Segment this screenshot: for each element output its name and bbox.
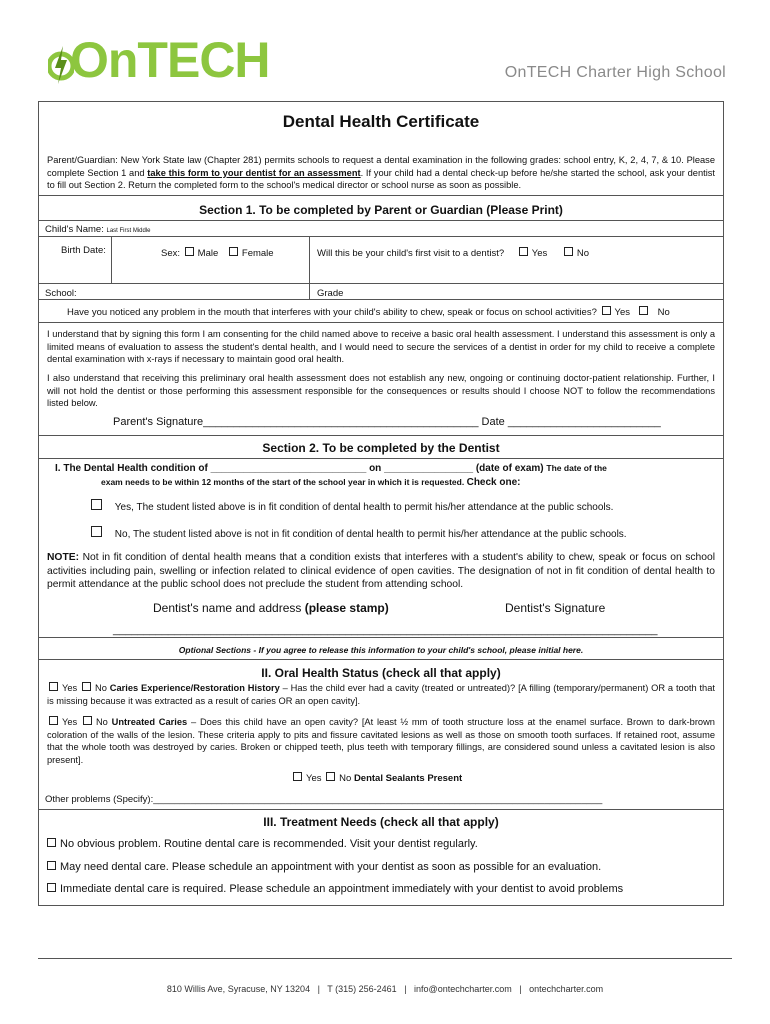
caries-yes-label: Yes <box>62 683 78 693</box>
caries-yes-checkbox[interactable] <box>49 682 58 691</box>
first-visit-yes-checkbox[interactable] <box>519 247 528 256</box>
intro-emphasis: take this form to your dentist for an assessment <box>147 167 361 178</box>
footer-email-link[interactable]: info@ontechcharter.com <box>414 984 512 994</box>
section2-heading: Section 2. To be completed by the Dentist <box>262 441 500 455</box>
consent-paragraph-2: I also understand that receiving this preliminary oral health assessment does not establish any new, ongoing or continuing doctor-patient relationship. Further, I will not hold the dentist or those performing this assessment responsible for the consequences or results should I choose NOT to follow the recommendations listed below. <box>47 373 715 409</box>
fit-no-checkbox[interactable] <box>91 526 102 537</box>
untreated-title: Untreated Caries <box>111 717 188 727</box>
footer-divider <box>38 958 732 959</box>
footer <box>0 984 770 994</box>
fit-no-option <box>89 529 627 540</box>
date-note-line <box>101 477 521 488</box>
dentist-name-text: Dentist's name and address <box>153 601 302 615</box>
caries-title: Caries Experience/Restoration History <box>109 683 280 693</box>
note-label: NOTE: <box>47 552 80 563</box>
problem-no-label: No <box>657 307 670 318</box>
female-label: Female <box>241 248 274 259</box>
treatment-2-checkbox[interactable] <box>47 861 56 870</box>
form-title: Dental Health Certificate <box>282 112 480 131</box>
check-one-label: Check one: <box>466 477 521 488</box>
treatment-heading: III. Treatment Needs (check all that apply) <box>263 815 499 829</box>
dental-form <box>38 101 724 906</box>
childs-name-hint: Last First Middle <box>106 228 151 234</box>
caries-experience-item <box>47 682 715 707</box>
childs-name-label: Child's Name: <box>45 224 104 235</box>
school-name: OnTECH Charter High School <box>504 64 726 81</box>
untreated-caries-item <box>47 716 715 766</box>
date-note-2: exam needs to be within 12 months of the start of the school year in which it is requested. <box>101 477 465 487</box>
sealants-title: Dental Sealants Present <box>353 773 463 784</box>
sex-field <box>161 248 274 259</box>
untreated-no-checkbox[interactable] <box>83 716 92 725</box>
untreated-yes-label: Yes <box>62 717 78 727</box>
problem-yes-checkbox[interactable] <box>602 306 611 315</box>
treatment-option-1 <box>45 838 478 850</box>
first-visit-field <box>317 248 589 259</box>
dentist-name-label <box>153 601 389 615</box>
childs-name-field[interactable] <box>45 224 151 235</box>
optional-note: Optional Sections - If you agree to release this information to your child's school, please initial here. <box>178 645 584 655</box>
sealants-yes-checkbox[interactable] <box>293 772 302 781</box>
treatment-1-label: No obvious problem. Routine dental care is recommended. Visit your dentist regularly. <box>60 838 478 850</box>
male-label: Male <box>197 248 219 259</box>
condition-label: I. The Dental Health condition of <box>55 463 208 474</box>
intro-text-2: . If your child had a dental check-up before he/she started the school, ask your dentist to fill out Section 2. Return the completed form to the school's medical director or school nurse as soon as possible. <box>47 167 715 191</box>
sealants-no-label: No <box>339 773 352 784</box>
sealants-item <box>291 773 462 784</box>
untreated-text: – Does this child have an open cavity? [At least ½ mm of tooth structure loss at the enamel surface. Brown to dark-brown coloration of the walls of the lesion. These criteria apply to pits and fissure cavitated lesions as well as those on smooth tooth surfaces. If retained root, assume that the whole tooth was destroyed by caries. Broken or chipped teeth, plus teeth with temporary fillings, are considered sound unless a cavitated lesion is also present]. <box>47 717 715 765</box>
date-note-1: The date of the <box>546 463 607 473</box>
please-stamp-label: (please stamp) <box>304 601 389 615</box>
footer-sep-2: | <box>404 984 407 994</box>
other-problems-field[interactable]: Other problems (Specify):_____________________________________________________________________________________ <box>45 794 603 805</box>
problem-question <box>67 307 670 318</box>
dentist-signature-label: Dentist's Signature <box>505 601 606 615</box>
sealants-yes-label: Yes <box>306 773 322 784</box>
footer-address: 810 Willis Ave, Syracuse, NY 13204 <box>166 984 311 994</box>
section1-heading: Section 1. To be completed by Parent or Guardian (Please Print) <box>199 203 563 217</box>
birth-date-label: Birth Date: <box>61 245 106 256</box>
footer-website-link[interactable]: ontechcharter.com <box>529 984 604 994</box>
footer-sep-1: | <box>317 984 320 994</box>
intro-text-1: Parent/Guardian: New York State law (Chapter 281) permits schools to request a dental examination in the following grades: school entry, K, 2, 4, 7, & 10. Please complete Section 1 and <box>47 155 715 178</box>
intro-paragraph <box>47 154 715 192</box>
treatment-option-2 <box>45 861 601 873</box>
dental-condition-line[interactable]: I. The Dental Health condition of ____________________________ on ________________ (date of exam) The date of the <box>55 463 607 474</box>
fit-yes-option <box>89 502 613 513</box>
sealants-no-checkbox[interactable] <box>326 772 335 781</box>
footer-phone: T (315) 256-2461 <box>327 984 397 994</box>
caries-no-checkbox[interactable] <box>82 682 91 691</box>
untreated-yes-checkbox[interactable] <box>49 716 58 725</box>
parent-signature-label: Parent's Signature <box>113 416 204 428</box>
oral-health-heading: II. Oral Health Status (check all that apply) <box>261 666 501 680</box>
untreated-no-label: No <box>95 717 108 727</box>
consent-paragraph-1: I understand that by signing this form I am consenting for the child named above to receive a basic oral health assessment. I understand this assessment is only a limited means of evaluation to assess the student's dental health, and I would need to secure the services of a dentist in order for my child to receive a complete dental examination with x-rays if necessary to maintain good oral health. <box>47 329 715 365</box>
caries-no-label: No <box>95 683 107 693</box>
caries-text: – Has the child ever had a cavity (treated or untreated)? [A filling (temporary/permanent) OR a tooth that is missing because it was extracted as a result of caries OR an open cavity]. <box>47 683 715 706</box>
female-checkbox[interactable] <box>229 247 238 256</box>
fit-yes-label: Yes, The student listed above is in fit condition of dental health to permit his/her attendance at the public schools. <box>114 502 614 514</box>
treatment-1-checkbox[interactable] <box>47 838 56 847</box>
treatment-option-3 <box>45 883 623 895</box>
treatment-2-label: May need dental care. Please schedule an appointment with your dentist as soon as possible for an evaluation. <box>60 861 602 873</box>
male-checkbox[interactable] <box>185 247 194 256</box>
date-of-exam-label: (date of exam) <box>475 463 544 474</box>
school-field[interactable]: School: <box>45 288 77 299</box>
parent-signature-line[interactable]: Parent's Signature_____________________________________________ Date _________________________ <box>113 416 661 428</box>
fit-yes-checkbox[interactable] <box>91 499 102 510</box>
on-label: on <box>369 463 382 474</box>
first-visit-no-label: No <box>576 248 590 259</box>
footer-sep-3: | <box>519 984 522 994</box>
note-text: Not in fit condition of dental health means that a condition exists that interferes with a student's ability to chew, speak or focus on school activities including pain, swelling or infection related to clinical evidence of open cavities. The designation of not in fit condition of dental health to permit attendance at the public school does not preclude the student from attending school. <box>47 552 715 590</box>
note-paragraph <box>47 551 715 592</box>
first-visit-yes-label: Yes <box>531 248 548 259</box>
treatment-3-checkbox[interactable] <box>47 883 56 892</box>
problem-question-text: Have you noticed any problem in the mouth that interferes with your child's ability to chew, speak or focus on school activities? <box>67 307 597 318</box>
treatment-3-label: Immediate dental care is required. Please schedule an appointment immediately with your dentist to avoid problems <box>60 883 624 895</box>
grade-field[interactable]: Grade <box>317 288 344 299</box>
logo-wordmark: OnTECH <box>70 32 270 88</box>
problem-yes-label: Yes <box>614 307 631 318</box>
date-label: Date <box>481 416 505 428</box>
problem-no-checkbox[interactable] <box>639 306 648 315</box>
first-visit-question: Will this be your child's first visit to a dentist? <box>317 248 505 259</box>
fit-no-label: No, The student listed above is not in fit condition of dental health to permit his/her attendance at the public schools. <box>114 529 627 541</box>
first-visit-no-checkbox[interactable] <box>564 247 573 256</box>
other-problems-label: Other problems (Specify): <box>45 794 154 805</box>
sex-label: Sex: <box>161 248 181 259</box>
dentist-signature-line[interactable]: _________________________________________________________________________________________ <box>113 624 658 636</box>
